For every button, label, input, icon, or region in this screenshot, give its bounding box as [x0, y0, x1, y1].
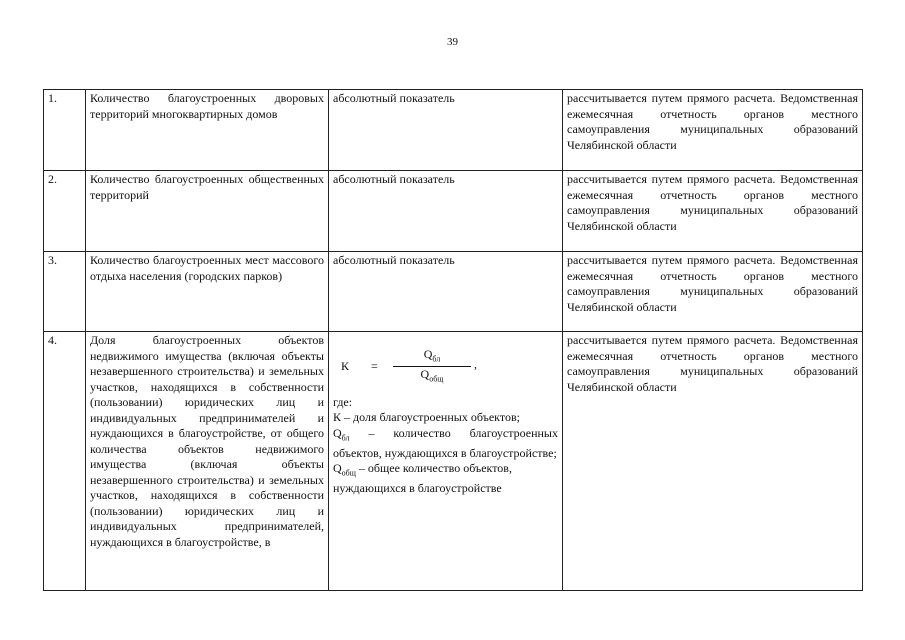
- table-row: [44, 332, 863, 591]
- formula-comma: ,: [474, 357, 477, 372]
- data-source: рассчитывается путем прямого расчета. Ведомственная ежемесячная отчетность органов местного самоуправления муниципальных образований Челябинской области: [563, 90, 863, 171]
- def3-subscript: общ: [341, 468, 356, 478]
- definition-q-obsh: [333, 461, 558, 496]
- indicator-name: Количество благоустроенных общественных территорий: [86, 171, 329, 252]
- data-source: рассчитывается путем прямого расчета. Ведомственная ежемесячная отчетность органов местного самоуправления муниципальных образований Челябинской области: [563, 252, 863, 332]
- table-row: [44, 252, 863, 332]
- def2-subscript: бл: [341, 433, 350, 443]
- def2-text: – количество благоустроенных объектов, нуждающихся в благоустройстве;: [333, 425, 558, 460]
- formula: [341, 347, 558, 387]
- data-source: рассчитывается путем прямого расчета. Ведомственная ежемесячная отчетность органов местного самоуправления муниципальных образований Челябинской области: [563, 332, 863, 591]
- where-label: где:: [333, 394, 353, 409]
- formula-fraction: [393, 347, 471, 387]
- table-row: [44, 171, 863, 252]
- denominator-subscript: общ: [429, 374, 444, 384]
- definition-q-bl: [333, 426, 558, 461]
- indicator-name: Количество благоустроенных дворовых территорий многоквартирных домов: [86, 90, 329, 171]
- table-row: [44, 90, 863, 171]
- formula-equals: =: [371, 359, 378, 374]
- formula-denominator: [421, 367, 444, 386]
- calculation-method: абсолютный показатель: [329, 90, 563, 171]
- indicators-table: [43, 89, 863, 591]
- page-number: 39: [447, 36, 458, 48]
- indicator-name: Доля благоустроенных объектов недвижимого имущества (включая объекты незавершенного строительства) и земельных участков, находящихся в собственности (пользовании) юридических лиц и индивидуальных предпринимателей и нуждающихся в благоустройстве, от общего количества объектов недвижимого имущества (включая объекты незавершенного строительства) и земельных участков, находящихся в собственности (пользовании) юридических лиц и индивидуальных предпринимателей, нуждающихся в благоустройстве, в: [86, 332, 329, 591]
- data-source: рассчитывается путем прямого расчета. Ведомственная ежемесячная отчетность органов местного самоуправления муниципальных образований Челябинской области: [563, 171, 863, 252]
- calculation-method: абсолютный показатель: [329, 252, 563, 332]
- indicator-name: Количество благоустроенных мест массового отдыха населения (городских парков): [86, 252, 329, 332]
- row-number: 4.: [44, 332, 86, 591]
- row-number: 2.: [44, 171, 86, 252]
- def3-base: Q: [333, 461, 342, 476]
- formula-legend: [333, 395, 558, 497]
- calculation-method: абсолютный показатель: [329, 171, 563, 252]
- def3-text: – общее количество объектов, нуждающихся в благоустройстве: [333, 461, 512, 496]
- calculation-method: [329, 332, 563, 591]
- row-number: 1.: [44, 90, 86, 171]
- def2-base: Q: [333, 425, 342, 440]
- denominator-base: Q: [420, 367, 430, 382]
- numerator-base: Q: [423, 347, 433, 361]
- row-number: 3.: [44, 252, 86, 332]
- numerator-subscript: бл: [432, 354, 441, 364]
- formula-variable: К: [341, 359, 350, 374]
- formula-numerator: [393, 347, 471, 367]
- definition-k: К – доля благоустроенных объектов;: [333, 410, 520, 425]
